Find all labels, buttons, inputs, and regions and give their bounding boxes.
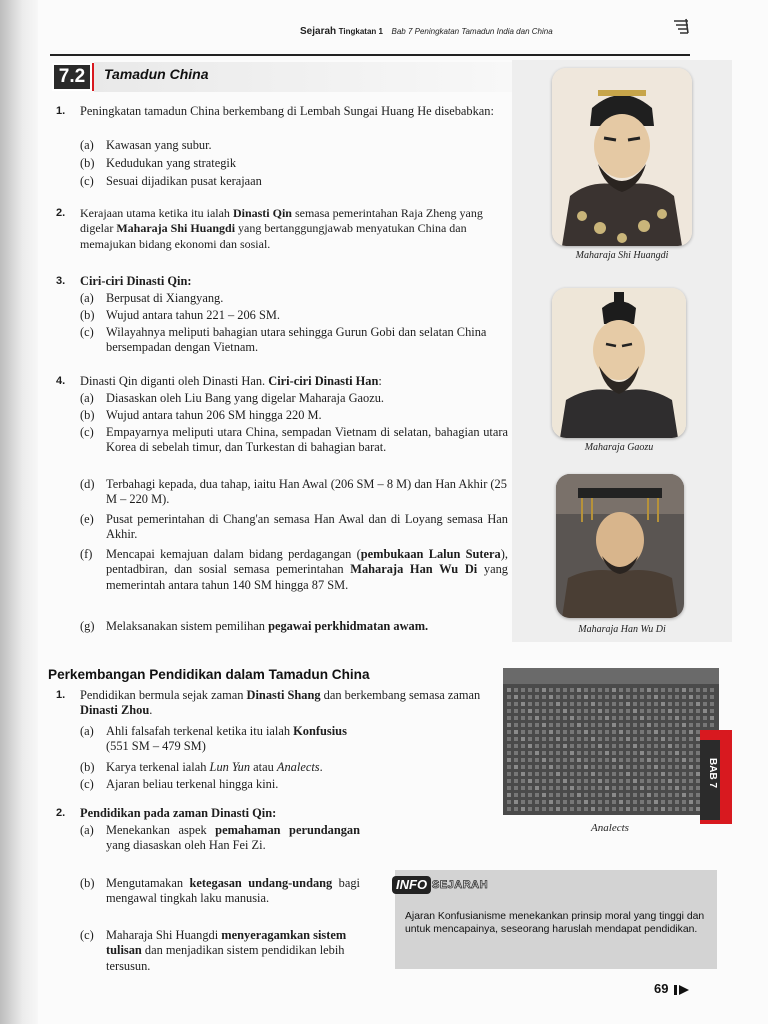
subitem-text: Ajaran beliau terkenal hingga kini. <box>106 777 279 791</box>
subitem-marker: (c) <box>80 928 94 942</box>
subitem-text <box>106 724 410 755</box>
portrait-han-wu-di <box>556 474 684 618</box>
subitem-c <box>80 777 460 792</box>
subitem-text <box>106 547 508 593</box>
info-sejarah-badge <box>386 874 496 898</box>
education-heading: Perkembangan Pendidikan dalam Tamadun China <box>48 667 370 682</box>
subitem-marker: (a) <box>80 391 94 405</box>
subitem-marker: (a) <box>80 138 94 152</box>
text-run: : <box>378 374 382 388</box>
subitem-text <box>106 876 360 907</box>
header-form: Tingkatan 1 <box>338 27 383 36</box>
subitem-b <box>80 156 500 171</box>
item-text: Peningkatan tamadun China berkembang di Lembah Sungai Huang He disebabkan: <box>80 104 494 118</box>
bold-term: Konfusius <box>293 724 347 738</box>
text-run: yang diasaskan oleh Han Fei Zi. <box>106 838 266 853</box>
text-run: yang bertanggungjawab menyatukan China dan memajukan bidang ekonomi dan sosial. <box>80 221 467 251</box>
subitem-marker: (c) <box>80 174 94 188</box>
header-subject: Sejarah <box>300 26 337 37</box>
subitem-d <box>80 477 508 508</box>
subitem-text: Kawasan yang subur. <box>106 138 212 152</box>
subitem-b <box>80 308 500 323</box>
subitem-text: Wilayahnya meliputi bahagian utara sehingga Gurun Gobi dan selatan China bersempadan dengan Vietnam. <box>106 325 487 355</box>
text-run: . <box>319 760 323 774</box>
subitem-text: Empayarnya meliputi utara China, sempadan Vietnam di selatan, bahagian utara Korea di sebelah timur, dan Turkestan di bahagian barat. <box>106 425 508 455</box>
caption-gaozu: Maharaja Gaozu <box>584 442 654 453</box>
caption-shi-huangdi: Maharaja Shi Huangdi <box>575 250 669 261</box>
subitem-text <box>106 823 360 854</box>
subitem-marker: (a) <box>80 823 94 837</box>
item-number: 4. <box>56 375 66 387</box>
text-run: Melaksanakan sistem pemilihan <box>106 619 269 633</box>
bold-term: ketegasan undang-undang <box>189 876 333 890</box>
item-text <box>80 374 508 389</box>
text-run: dan menjadikan sistem pendidikan lebih tersusun. <box>106 943 345 973</box>
chapter-tab <box>700 730 732 824</box>
chapter-tab-label: BAB 7 <box>707 758 718 789</box>
subitem-marker: (b) <box>80 876 95 890</box>
header-chapter: Bab 7 Peningkatan Tamadun India dan China <box>391 27 553 36</box>
italic-term: Analects <box>276 760 320 774</box>
bold-term: Dinasti Shang <box>246 688 321 702</box>
subitem-marker: (f) <box>80 547 93 561</box>
section-title: Tamadun China <box>104 66 209 82</box>
subitem-marker: (b) <box>80 760 95 774</box>
chapter-tab-inner <box>700 740 720 820</box>
subitem-b <box>80 408 500 423</box>
item-title: Pendidikan pada zaman Dinasti Qin: <box>80 806 277 820</box>
subitem-c <box>80 425 508 456</box>
text-run: Mencapai kemajuan dalam bidang perdagangan ( <box>106 547 361 561</box>
text-run: . <box>149 703 153 718</box>
item-number: 2. <box>56 807 66 819</box>
text-run: Maharaja Shi Huangdi <box>106 928 222 942</box>
edu-item-2 <box>56 806 376 973</box>
subitem-marker: (a) <box>80 291 94 305</box>
caption-analects: Analects <box>591 822 629 834</box>
subitem-b <box>80 876 360 907</box>
analects-text-grid <box>503 668 719 815</box>
list-item-4 <box>56 374 508 633</box>
running-header <box>300 26 692 48</box>
text-run: (551 SM – 479 SM) <box>106 739 206 754</box>
item-number: 1. <box>56 105 66 117</box>
subitem-marker: (b) <box>80 408 95 422</box>
page-number <box>654 981 690 996</box>
subitem-a <box>80 391 500 406</box>
bold-term: Maharaja Han Wu Di <box>350 562 478 577</box>
subitem-text: Wujud antara tahun 206 SM hingga 220 M. <box>106 408 322 422</box>
subitem-text <box>106 760 460 775</box>
info-badge-label: INFO <box>392 876 431 894</box>
text-run: yang memerintah antara tahun 140 SM hingga 87 SM. <box>106 562 508 592</box>
subitem-text: Sesuai dijadikan pusat kerajaan <box>106 174 262 188</box>
text-run: bagi mengawal tingkah laku manusia. <box>106 876 360 906</box>
item-number: 1. <box>56 689 66 701</box>
caption-han-wu-di: Maharaja Han Wu Di <box>578 624 666 635</box>
text-run: Pendidikan bermula sejak zaman <box>80 688 247 702</box>
item-number: 3. <box>56 275 66 287</box>
info-text: Ajaran Konfusianisme menekankan prinsip moral yang tinggi dan untuk mencapainya, seseorang haruslah mendapat pendidikan. <box>405 911 705 935</box>
text-run: atau <box>250 760 277 774</box>
subitem-text: Diasaskan oleh Liu Bang yang digelar Maharaja Gaozu. <box>106 391 385 405</box>
subitem-a <box>80 724 410 755</box>
subitem-b <box>80 760 460 775</box>
text-run: Menekankan aspek <box>106 823 216 837</box>
portrait-shi-huangdi <box>552 68 692 246</box>
subitem-marker: (a) <box>80 724 94 738</box>
analects-image <box>503 668 719 815</box>
subitem-c <box>80 325 500 356</box>
subitem-text: Terbahagi kepada, dua tahap, iaitu Han Awal (206 SM – 8 M) dan Han Akhir (25 M – 220 M). <box>106 477 507 507</box>
section-number-badge <box>52 63 94 91</box>
subitem-c <box>80 928 360 974</box>
bold-term: pegawai perkhidmatan awam. <box>268 619 429 633</box>
bold-term: menyeragamkan sistem tulisan <box>106 928 347 958</box>
subitem-a <box>80 823 360 854</box>
bold-term: Dinasti Zhou <box>80 703 150 718</box>
text-run: ), pentadbiran, dan sosial semasa pemerintahan <box>106 547 508 577</box>
subitem-a <box>80 291 500 306</box>
info-badge-subtitle: SEJARAH <box>432 879 489 891</box>
bold-term: Ciri-ciri Dinasti Han <box>268 374 379 388</box>
subitem-text: Berpusat di Xiangyang. <box>106 291 224 305</box>
edu-item-1 <box>56 688 496 791</box>
subitem-marker: (d) <box>80 477 95 491</box>
list-item-1 <box>56 104 508 188</box>
main-text-column <box>56 104 508 644</box>
subitem-f <box>80 547 508 593</box>
text-run: dan berkembang semasa zaman <box>320 688 481 702</box>
subitem-text: Wujud antara tahun 221 – 206 SM. <box>106 308 280 322</box>
header-rule <box>50 54 690 56</box>
subitem-g <box>80 619 508 634</box>
subitem-a <box>80 138 500 153</box>
italic-term: Lun Yun <box>209 760 251 774</box>
bold-term: Dinasti Qin <box>232 206 292 220</box>
item-text <box>80 688 496 719</box>
bold-term: pembukaan Lalun Sutera <box>360 547 501 561</box>
subitem-marker: (c) <box>80 325 94 339</box>
page-number-value: 69 <box>654 981 669 996</box>
subitem-text <box>106 619 508 634</box>
text-run: Karya terkenal ialah <box>106 760 210 774</box>
item-text <box>80 206 508 252</box>
text-run: Kerajaan utama ketika itu ialah <box>80 206 233 220</box>
section-number: 7.2 <box>52 63 92 91</box>
item-title: Ciri-ciri Dinasti Qin: <box>80 274 192 288</box>
chapter-stripes-icon <box>672 17 690 35</box>
subitem-c <box>80 174 500 189</box>
subitem-marker: (b) <box>80 156 95 170</box>
item-number: 2. <box>56 207 66 219</box>
text-run: semasa pemerintahan Raja Zheng yang digelar <box>80 206 483 236</box>
text-run: Mengutamakan <box>106 876 190 890</box>
page-gutter-shadow <box>0 0 38 1024</box>
next-page-arrow-icon <box>674 984 690 996</box>
subitem-e <box>80 512 508 543</box>
text-run: Dinasti Qin diganti oleh Dinasti Han. <box>80 374 269 388</box>
portrait-gaozu <box>552 288 686 438</box>
list-item-3 <box>56 274 508 355</box>
subitem-marker: (b) <box>80 308 95 322</box>
subitem-text <box>106 928 360 974</box>
subitem-marker: (e) <box>80 512 94 526</box>
list-item-2 <box>56 206 508 252</box>
text-run: Ahli falsafah terkenal ketika itu ialah <box>106 724 294 738</box>
bold-term: pemahaman perundangan <box>215 823 360 837</box>
subitem-text: Pusat pemerintahan di Chang'an semasa Han Awal dan di Loyang semasa Han Akhir. <box>106 512 508 542</box>
subitem-text: Kedudukan yang strategik <box>106 156 237 170</box>
subitem-marker: (g) <box>80 619 95 633</box>
bold-term: Maharaja Shi Huangdi <box>116 221 236 236</box>
subitem-marker: (c) <box>80 777 94 791</box>
subitem-marker: (c) <box>80 425 94 439</box>
